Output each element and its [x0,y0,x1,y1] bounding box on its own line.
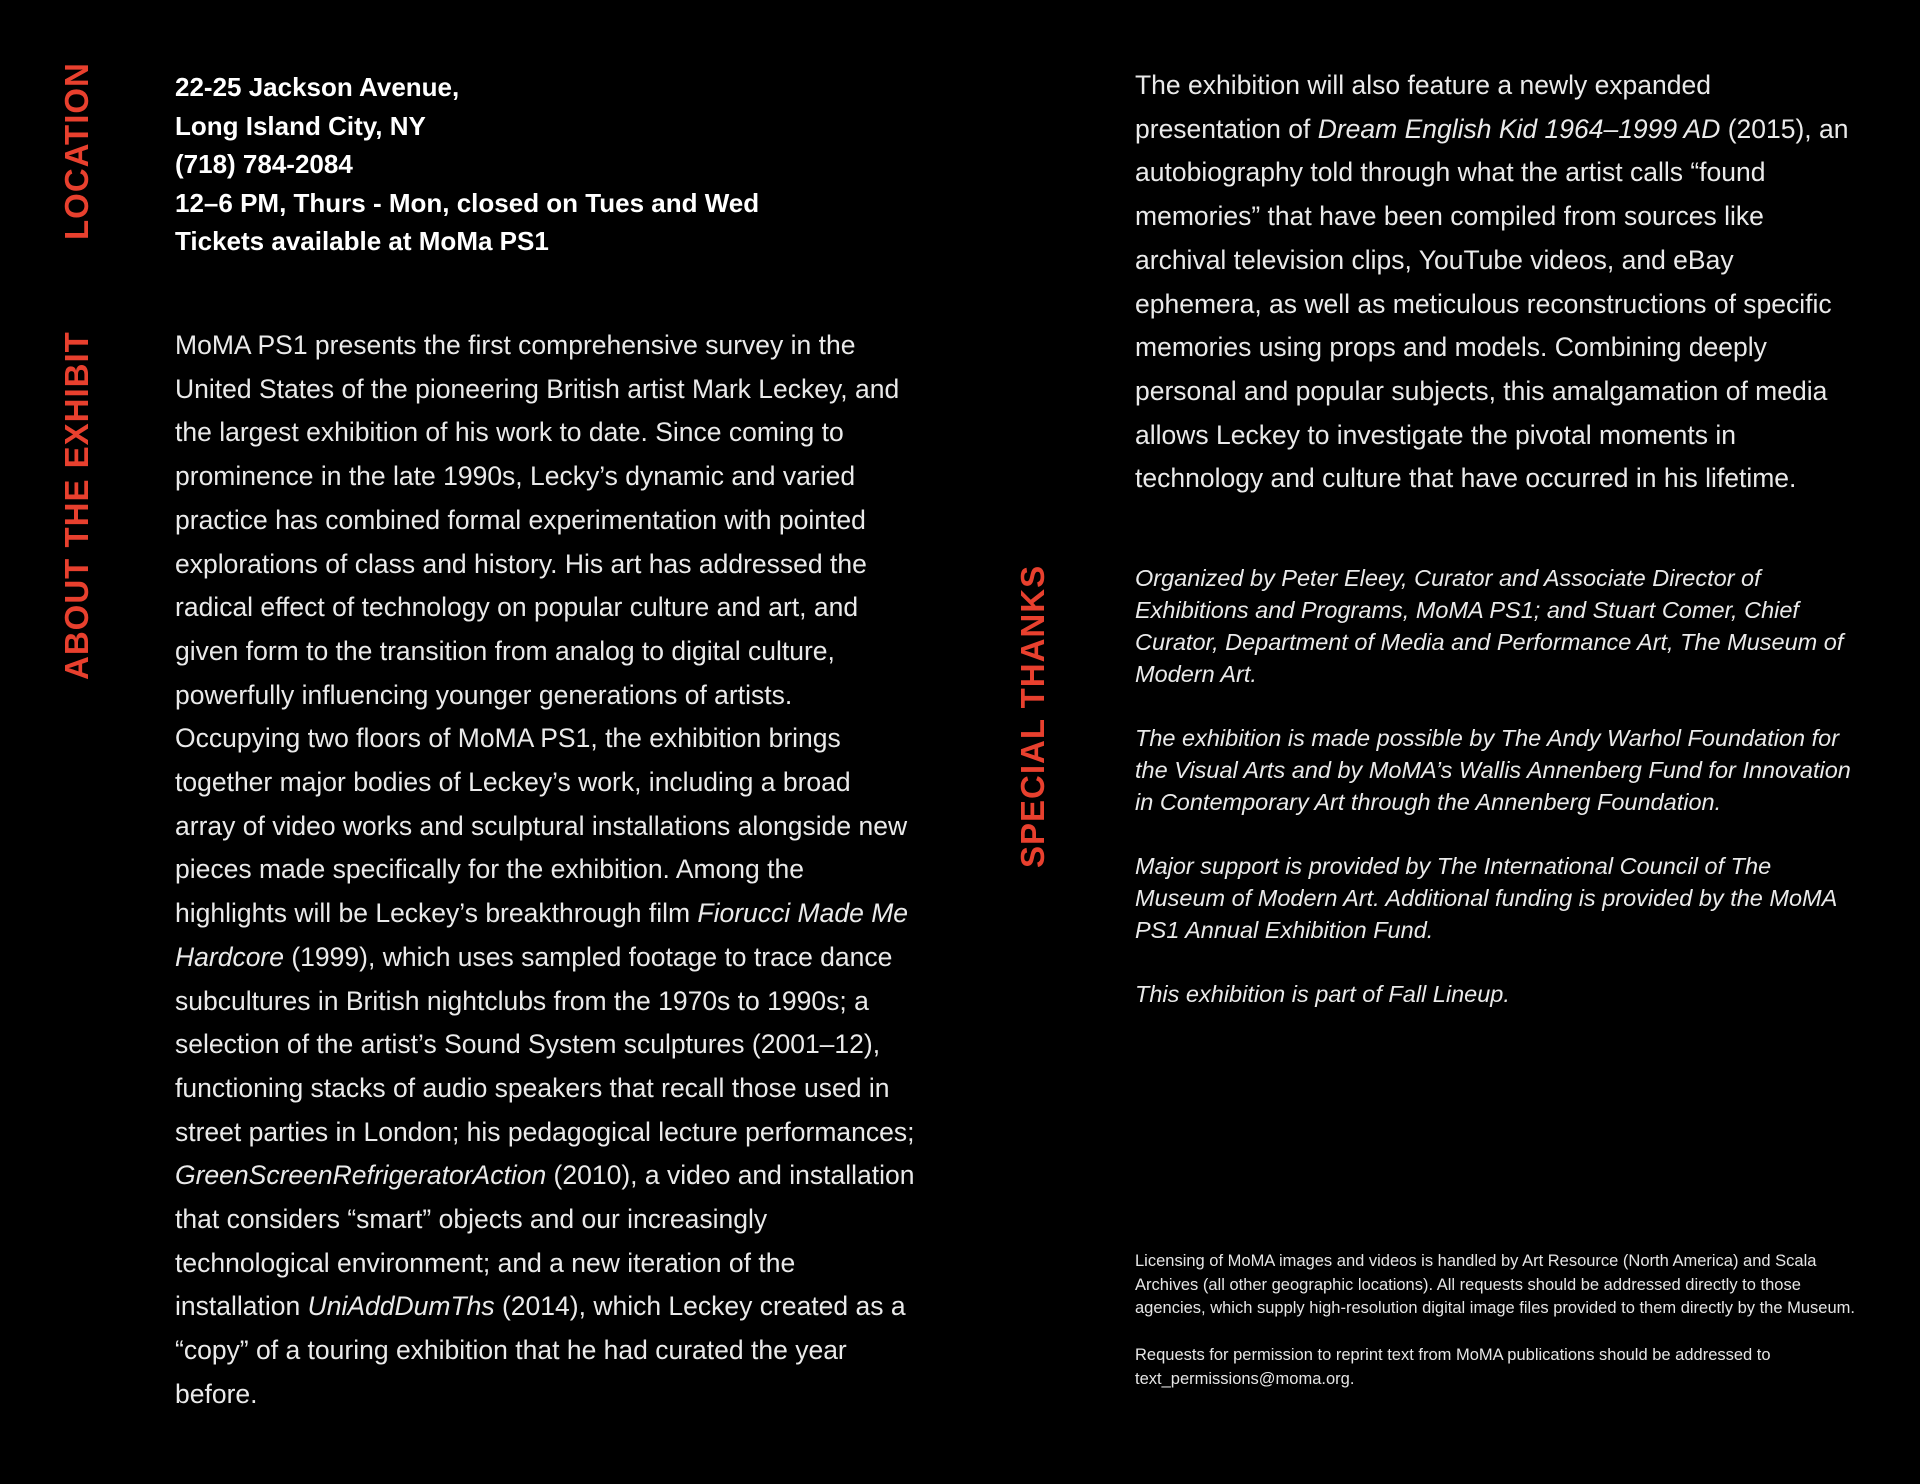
legal-notice [1135,1250,1855,1415]
ticket-info: Tickets available at MoMa PS1 [175,226,549,256]
funding-credit: The exhibition is made possible by The Andy Warhol Foundation for the Visual Arts and by MoMA’s Wallis Annenberg Fund for Innovation in Contemporary Art through the Annenberg Foundation. [1135,725,1851,815]
special-thanks-text [1135,562,1855,1042]
work-title-uniadddumths: UniAddDumThs [307,1291,495,1322]
work-title-greenscreen: GreenScreenRefrigeratorAction [175,1160,547,1191]
about-paragraph [175,324,915,1417]
location-heading: LOCATION [58,62,95,240]
major-support-credit: Major support is provided by The International Council of The Museum of Modern Art. Additional funding is provided by the MoMA PS1 Annual Exhibition Fund. [1135,853,1837,943]
about-exhibit-heading: ABOUT THE EXHIBIT [58,331,95,680]
about-text-2: (1999), which uses sampled footage to trace dance subcultures in British nightclubs from the 1970s to 1990s; a selection of the artist’s Sound System sculptures (2001–12), functioning stacks of audio speakers that recall those used in street parties in London; his pedagogical lecture performances; [175,941,915,1147]
fall-lineup-note: This exhibition is part of Fall Lineup. [1135,981,1510,1007]
special-thanks-heading: SPECIAL THANKS [1014,564,1051,868]
opening-hours: 12–6 PM, Thurs - Mon, closed on Tues and Wed [175,187,760,218]
phone-number: (718) 784-2084 [175,149,353,179]
permissions-note: Requests for permission to reprint text from MoMA publications should be addressed to text_permissions@moma.org. [1135,1346,1771,1388]
feature-paragraph [1135,64,1855,501]
licensing-note: Licensing of MoMA images and videos is handled by Art Resource (North America) and Scala Archives (all other geographic locations). All requests should be addressed directly to those agencies, which supply high-resolution digital image files provided to them directly by the Museum. [1135,1252,1855,1317]
city: Long Island City, NY [175,110,426,141]
feature-text [1135,64,1855,501]
about-text-1: MoMA PS1 presents the first comprehensive survey in the United States of the pioneering British artist Mark Leckey, and the largest exhibition of his work to date. Since coming to prominence in the late 1990s, Lecky’s dynamic and varied practice has combined formal experimentation with pointed explorations of class and history. His art has addressed the radical effect of technology on popular culture and art, and given form to the transition from analog to digital culture, powerfully influencing younger generations of artists. Occupying two floors of MoMA PS1, the exhibition brings together major bodies of Leckey’s work, including a broad array of video works and sculptural installations alongside new pieces made specifically for the exhibition. Among the highlights will be Leckey’s breakthrough film [175,330,908,929]
work-title-fiorucci: Fiorucci Made Me Hardcore [175,898,909,972]
location-details [175,68,935,261]
about-text-4: (2014), which Leckey created as a “copy” of a touring exhibition that he had curated the year before. [175,1291,906,1409]
street-address: 22-25 Jackson Avenue, [175,72,460,102]
about-text-3: (2010), a video and installation that considers “smart” objects and our increasingly technological environment; and a new iteration of the installation [175,1160,915,1322]
feature-text-1: The exhibition will also feature a newly expanded presentation of [1135,70,1711,144]
feature-text-2: (2015), an autobiography told through what the artist calls “found memories” that have been compiled from sources like archival television clips, YouTube videos, and eBay ephemera, as well as meticulous reconstructions of specific memories using props and models. Combining deeply personal and popular subjects, this amalgamation of media allows Leckey to investigate the pivotal moments in technology and culture that have occurred in his lifetime. [1135,113,1849,494]
work-title-dream-english-kid: Dream English Kid 1964–1999 AD [1317,113,1721,144]
about-exhibit-text [175,324,915,1417]
organized-by: Organized by Peter Eleey, Curator and Associate Director of Exhibitions and Programs, MoMA PS1; and Stuart Comer, Chief Curator, Department of Media and Performance Art, The Museum of Modern Art. [1135,565,1844,687]
